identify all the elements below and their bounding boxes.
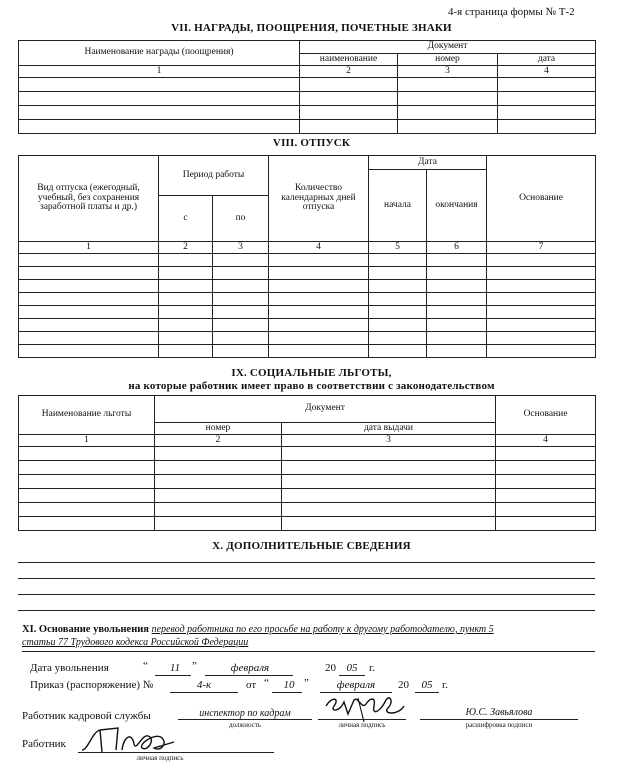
vacation-num: 3 — [213, 242, 269, 254]
additional-info-line — [18, 562, 595, 563]
dismissal-date-label: Дата увольнения — [30, 662, 109, 674]
underline — [78, 752, 274, 753]
vacation-col-date: Дата — [369, 156, 487, 170]
additional-info-line — [18, 610, 595, 611]
section-9-title: IX. СОЦИАЛЬНЫЕ ЛЬГОТЫ, — [231, 367, 392, 379]
dismissal-day: 11 — [169, 662, 181, 674]
employee-label: Работник — [22, 738, 66, 750]
hr-position-caption: должность — [228, 721, 262, 729]
awards-num: 2 — [300, 66, 398, 78]
table-row — [19, 503, 596, 517]
vacation-col-end: окончания — [427, 170, 487, 242]
dismissal-basis-block — [22, 624, 494, 635]
underline — [415, 692, 439, 693]
order-month: февраля — [336, 679, 376, 691]
benefits-col-document: Документ — [155, 396, 496, 423]
table-row — [19, 461, 596, 475]
dismissal-year-suffix: г. — [369, 662, 376, 674]
underline — [170, 692, 238, 693]
additional-info-line — [18, 578, 595, 579]
benefits-col-number: номер — [155, 423, 282, 435]
awards-col-name: Наименование награды (поощрения) — [19, 41, 300, 66]
dismissal-year-prefix: 20 — [325, 662, 336, 674]
dismissal-basis-label: XI. Основание увольнения — [22, 624, 149, 635]
benefits-col-name: Наименование льготы — [19, 396, 155, 435]
awards-col-doc-name: наименование — [300, 54, 398, 66]
order-from: от — [246, 679, 257, 691]
underline — [420, 719, 578, 720]
benefits-col-basis: Основание — [496, 396, 596, 435]
table-row — [19, 306, 596, 319]
table-row — [19, 120, 596, 134]
awards-col-doc-date: дата — [498, 54, 596, 66]
underline — [205, 675, 293, 676]
underline — [155, 675, 191, 676]
table-row — [19, 78, 596, 92]
benefits-table — [18, 395, 596, 531]
table-row — [19, 293, 596, 306]
table-row — [19, 280, 596, 293]
underline — [318, 719, 406, 720]
quote-close: ” — [192, 660, 197, 672]
vacation-col-days: Количество календарных дней отпуска — [269, 156, 369, 242]
quote-close: ” — [304, 677, 309, 689]
benefits-col-date: дата выдачи — [282, 423, 496, 435]
dismissal-basis-text-cont: статьи 77 Трудового кодекса Российской Федерации — [22, 637, 249, 648]
dismissal-basis-text: перевод работника по его просьбе на работу к другому работодателю, пункт 5 — [151, 624, 494, 635]
awards-num: 4 — [498, 66, 596, 78]
vacation-col-type: Вид отпуска (ежегодный, учебный, без сохранения заработной платы и др.) — [19, 156, 159, 242]
section-9-subtitle: на которые работник имеет право в соответствии с законодательством — [128, 380, 495, 392]
awards-num: 3 — [398, 66, 498, 78]
table-row — [19, 319, 596, 332]
quote-open: “ — [143, 660, 148, 672]
awards-num: 1 — [19, 66, 300, 78]
table-row — [19, 106, 596, 120]
section-8-title: VIII. ОТПУСК — [272, 137, 351, 149]
table-row — [19, 92, 596, 106]
vacation-num: 1 — [19, 242, 159, 254]
vacation-col-from: с — [159, 196, 213, 242]
vacation-num: 6 — [427, 242, 487, 254]
vacation-num: 7 — [487, 242, 596, 254]
vacation-table — [18, 155, 596, 358]
form-page-header: 4-я страница формы № Т-2 — [448, 6, 575, 18]
section-10-title: X. ДОПОЛНИТЕЛЬНЫЕ СВЕДЕНИЯ — [212, 540, 411, 552]
order-day: 10 — [283, 679, 295, 691]
benefits-num: 4 — [496, 435, 596, 447]
table-row — [19, 267, 596, 280]
table-row — [19, 332, 596, 345]
table-row — [19, 254, 596, 267]
hr-name-caption: расшифровка подписи — [465, 721, 533, 729]
order-label: Приказ (распоряжение) № — [30, 679, 154, 691]
vacation-col-basis: Основание — [487, 156, 596, 242]
vacation-num: 5 — [369, 242, 427, 254]
table-row — [19, 447, 596, 461]
hr-label: Работник кадровой службы — [22, 710, 151, 722]
order-number: 4-к — [196, 679, 212, 691]
employee-signature-caption: личная подпись — [136, 754, 184, 762]
benefits-num: 1 — [19, 435, 155, 447]
awards-col-document: Документ — [300, 41, 596, 54]
vacation-num: 4 — [269, 242, 369, 254]
vacation-col-period: Период работы — [159, 156, 269, 196]
hr-position: инспектор по кадрам — [199, 708, 291, 719]
hr-signature-caption: личная подпись — [338, 721, 386, 729]
dismissal-basis-line — [22, 651, 595, 652]
dismissal-year: 05 — [346, 662, 358, 674]
table-row — [19, 345, 596, 358]
vacation-col-to: по — [213, 196, 269, 242]
order-year-prefix: 20 — [398, 679, 409, 691]
underline — [272, 692, 302, 693]
awards-table — [18, 40, 596, 134]
quote-open: “ — [264, 677, 269, 689]
underline — [339, 675, 365, 676]
benefits-num: 2 — [155, 435, 282, 447]
table-row — [19, 517, 596, 531]
dismissal-month: февраля — [230, 662, 270, 674]
table-row — [19, 489, 596, 503]
underline — [178, 719, 312, 720]
section-7-title: VII. НАГРАДЫ, ПООЩРЕНИЯ, ПОЧЕТНЫЕ ЗНАКИ — [171, 22, 452, 34]
awards-col-doc-number: номер — [398, 54, 498, 66]
order-year-suffix: г. — [442, 679, 449, 691]
table-row — [19, 475, 596, 489]
benefits-num: 3 — [282, 435, 496, 447]
vacation-num: 2 — [159, 242, 213, 254]
order-year: 05 — [421, 679, 433, 691]
hr-name: Ю.С. Завьялова — [465, 707, 533, 718]
vacation-col-start: начала — [369, 170, 427, 242]
additional-info-line — [18, 594, 595, 595]
